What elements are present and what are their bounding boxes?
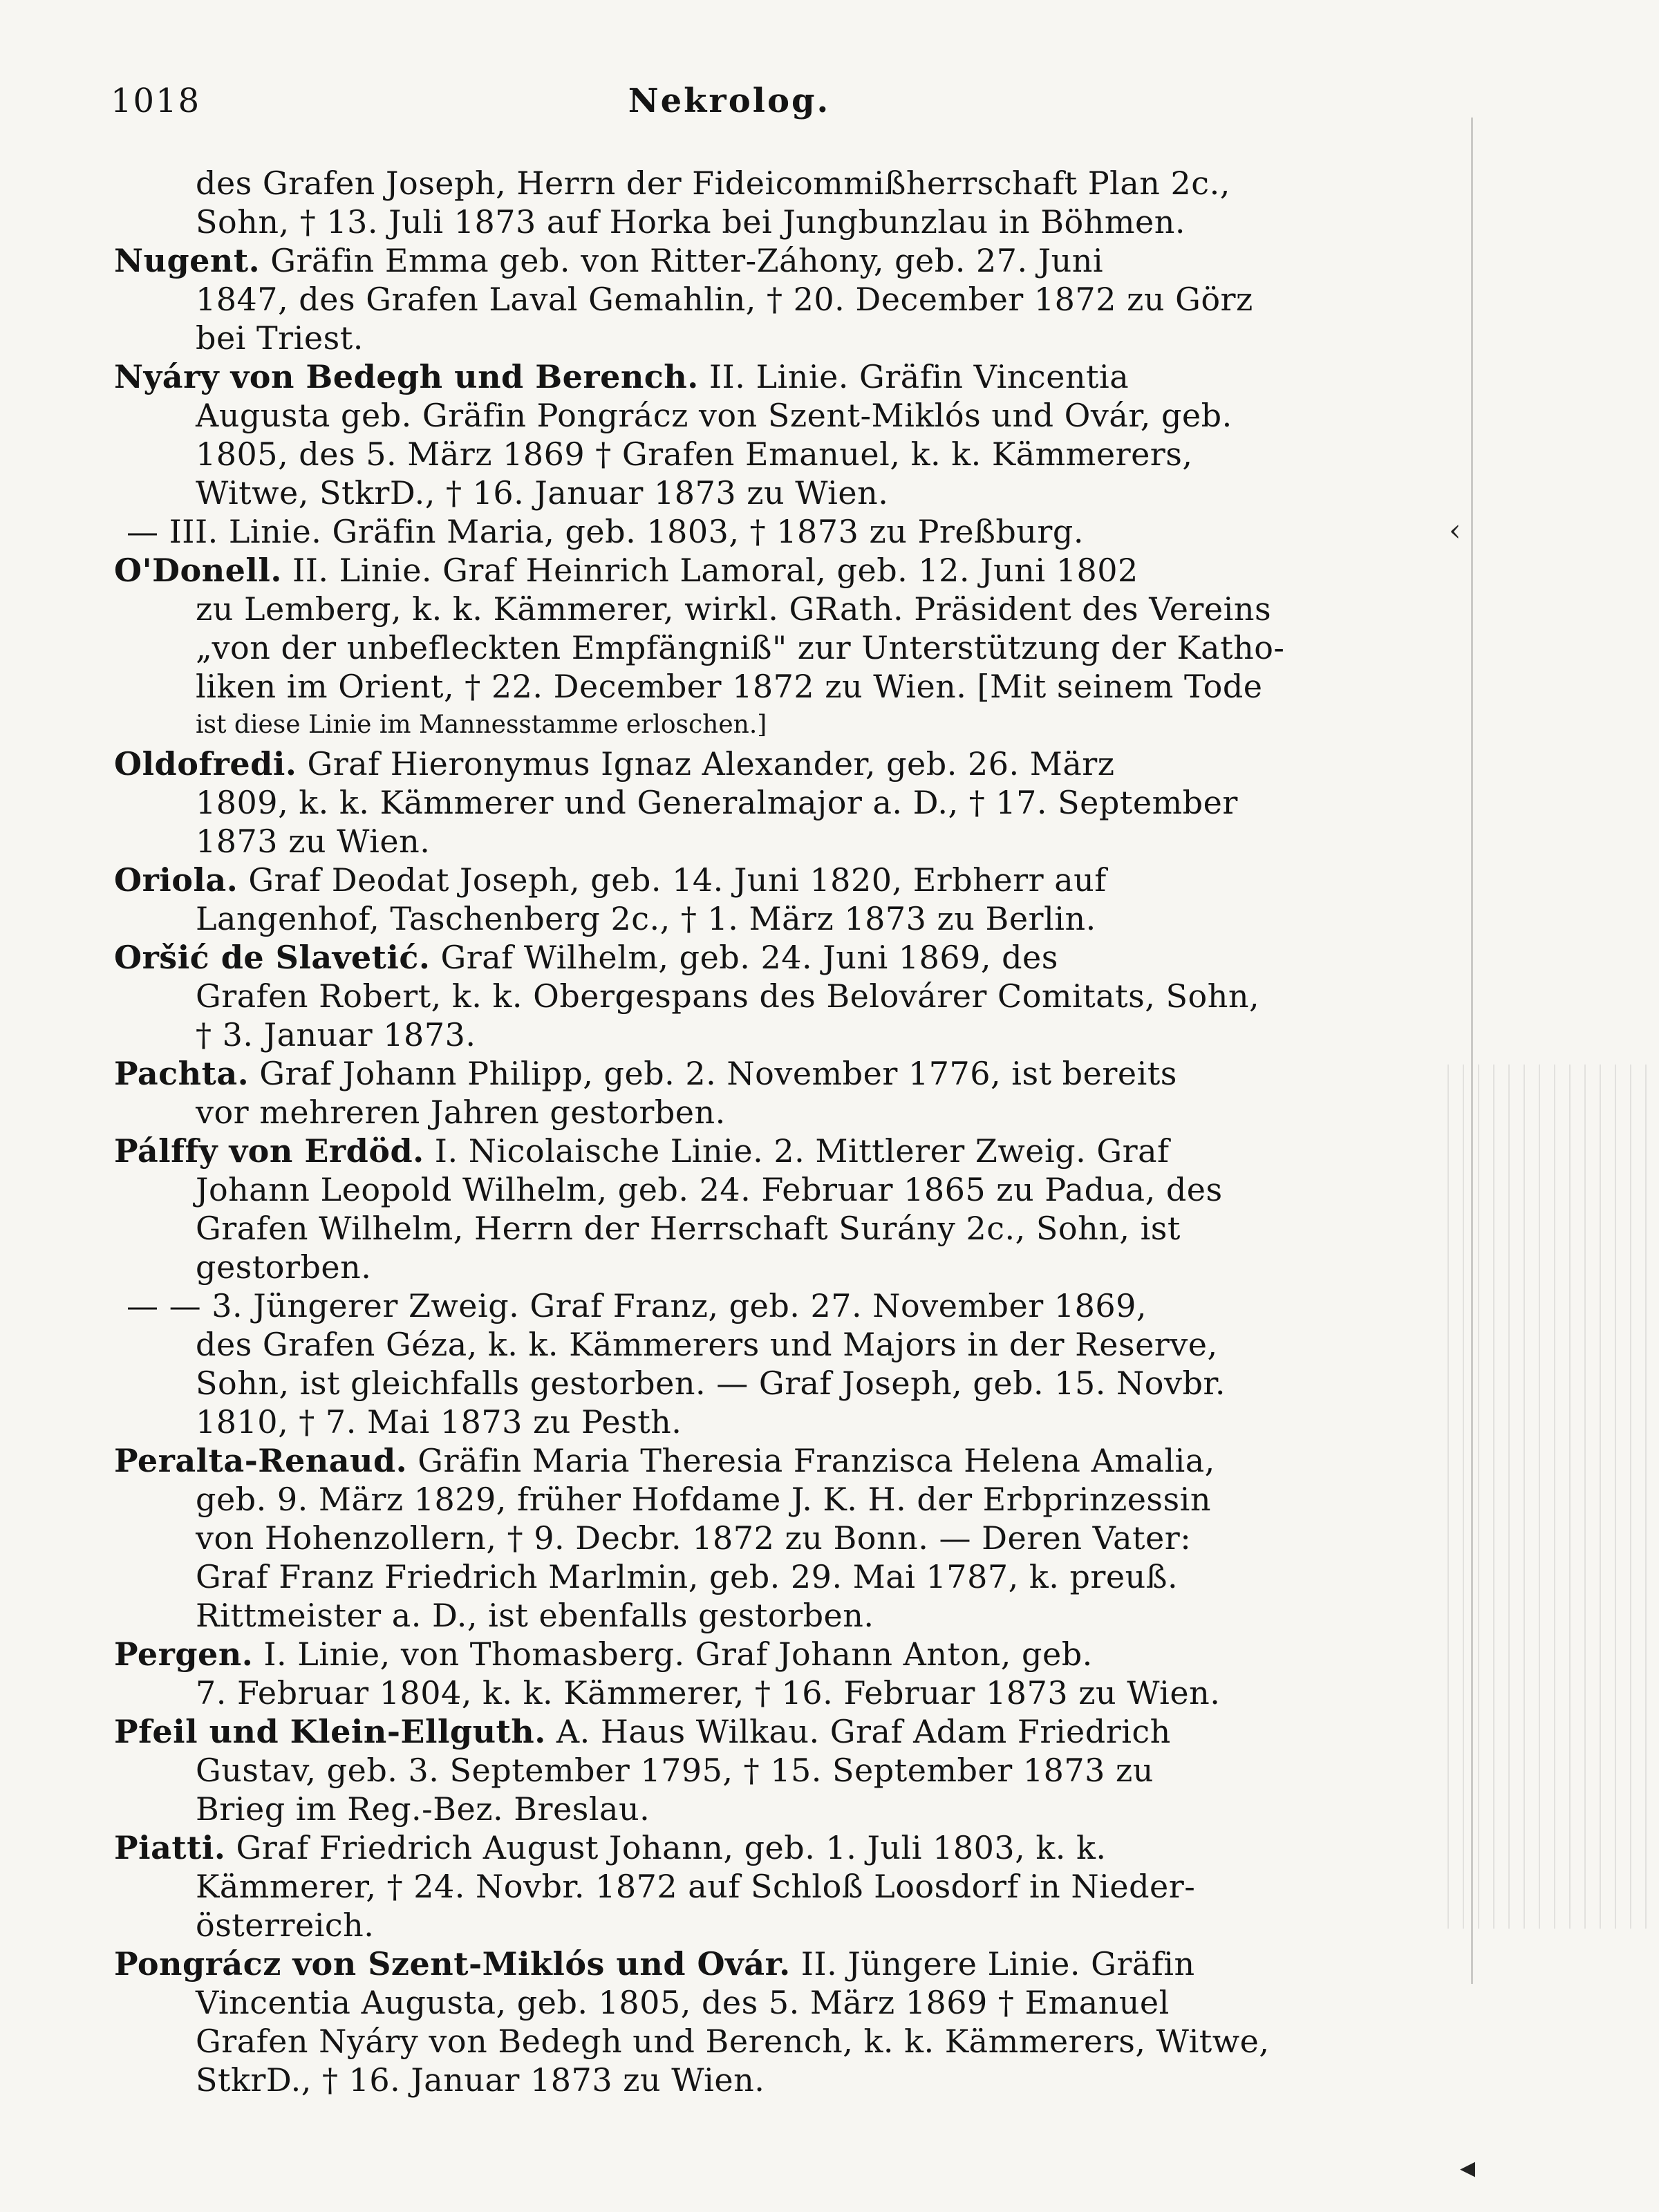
family-name: Oriola. xyxy=(114,861,238,899)
family-name: Pálffy von Erdöd. xyxy=(114,1132,424,1170)
entry-head-line: Peralta-Renaud. Gräfin Maria Theresia Franzisca Helena Amalia, xyxy=(114,1442,1215,1479)
text-line: Sohn, ist gleichfalls gestorben. — Graf Joseph, geb. 15. Novbr. xyxy=(196,1365,1226,1402)
entry-head-line: Nyáry von Bedegh und Berench. II. Linie. Gräfin Vincentia xyxy=(114,358,1130,395)
text-line: Graf Franz Friedrich Marlmin, geb. 29. Mai 1787, k. preuß. xyxy=(196,1558,1179,1595)
text-line: Kämmerer, † 24. Novbr. 1872 auf Schloß Loosdorf in Nieder- xyxy=(196,1868,1196,1905)
family-name: Oldofredi. xyxy=(114,745,297,782)
family-name: Nugent. xyxy=(114,242,261,279)
text-line: bei Triest. xyxy=(196,319,364,357)
text-line: geb. 9. März 1829, früher Hofdame J. K. H. der Erbprinzessin xyxy=(196,1481,1211,1518)
entry-head-line: Pergen. I. Linie, von Thomasberg. Graf Johann Anton, geb. xyxy=(114,1635,1093,1673)
text-line: Witwe, StkrD., † 16. Januar 1873 zu Wien. xyxy=(196,474,889,512)
family-name: Pongrácz von Szent-Miklós und Ovár. xyxy=(114,1945,791,1983)
text-line: 7. Februar 1804, k. k. Kämmerer, † 16. Februar 1873 zu Wien. xyxy=(196,1674,1221,1712)
text-line: Langenhof, Taschenberg 2c., † 1. März 1873 zu Berlin. xyxy=(196,900,1096,937)
text-line: ist diese Linie im Mannesstamme erloschen.] xyxy=(196,711,767,739)
page-number: 1018 xyxy=(111,82,201,120)
text-line: „von der unbefleckten Empfängniß" zur Unterstützung der Katho- xyxy=(196,629,1285,666)
entry-head-line: O'Donell. II. Linie. Graf Heinrich Lamoral, geb. 12. Juni 1802 xyxy=(114,552,1138,589)
text-line: 1847, des Grafen Laval Gemahlin, † 20. December 1872 zu Görz xyxy=(196,281,1253,318)
entry-head-line: Oldofredi. Graf Hieronymus Ignaz Alexander, geb. 26. März xyxy=(114,745,1115,782)
text-line: Sohn, † 13. Juli 1873 auf Horka bei Jungbunzlau in Böhmen. xyxy=(196,203,1185,241)
text-line: des Grafen Géza, k. k. Kämmerers und Majors in der Reserve, xyxy=(196,1326,1218,1363)
family-name: Pergen. xyxy=(114,1635,254,1673)
entry-head-line: Piatti. Graf Friedrich August Johann, geb. 1. Juli 1803, k. k. xyxy=(114,1829,1107,1866)
entry-head-line: Oršić de Slavetić. Graf Wilhelm, geb. 24. Juni 1869, des xyxy=(114,939,1058,976)
text-line: Grafen Nyáry von Bedegh und Berench, k. k. Kämmerers, Witwe, xyxy=(196,2023,1270,2060)
bleed-through-edge xyxy=(1442,1065,1649,1929)
text-line: Gustav, geb. 3. September 1795, † 15. September 1873 zu xyxy=(196,1752,1154,1789)
family-name: Oršić de Slavetić. xyxy=(114,939,431,976)
family-name: Nyáry von Bedegh und Berench. xyxy=(114,358,699,395)
text-line: Vincentia Augusta, geb. 1805, des 5. März 1869 † Emanuel xyxy=(196,1984,1170,2021)
text-line: österreich. xyxy=(196,1906,375,1944)
entry-head-line: Pachta. Graf Johann Philipp, geb. 2. November 1776, ist bereits xyxy=(114,1055,1177,1092)
entry-head-line: Pálffy von Erdöd. I. Nicolaische Linie. 2. Mittlerer Zweig. Graf xyxy=(114,1132,1170,1170)
scan-artifact-mark: ‹ xyxy=(1449,513,1461,548)
text-line: 1810, † 7. Mai 1873 zu Pesth. xyxy=(196,1403,682,1441)
text-line: Augusta geb. Gräfin Pongrácz von Szent-Miklós und Ovár, geb. xyxy=(196,397,1232,434)
text-line: Johann Leopold Wilhelm, geb. 24. Februar 1865 zu Padua, des xyxy=(196,1171,1223,1208)
text-line: gestorben. xyxy=(196,1248,372,1286)
text-line: von Hohenzollern, † 9. Decbr. 1872 zu Bonn. — Deren Vater: xyxy=(196,1519,1192,1557)
family-name: O'Donell. xyxy=(114,552,282,589)
sub-entry-line: — III. Linie. Gräfin Maria, geb. 1803, † 1873 zu Preßburg. xyxy=(126,513,1084,550)
scan-artifact-mark: ◂ xyxy=(1460,2150,1476,2185)
text-line: liken im Orient, † 22. December 1872 zu Wien. [Mit seinem Tode xyxy=(196,668,1263,705)
family-name: Peralta-Renaud. xyxy=(114,1442,408,1479)
entry-head-line: Oriola. Graf Deodat Joseph, geb. 14. Juni 1820, Erbherr auf xyxy=(114,861,1107,899)
text-line: † 3. Januar 1873. xyxy=(196,1016,476,1053)
text-line: 1809, k. k. Kämmerer und Generalmajor a. D., † 17. September xyxy=(196,784,1238,821)
text-line: StkrD., † 16. Januar 1873 zu Wien. xyxy=(196,2061,765,2099)
family-name: Pachta. xyxy=(114,1055,250,1092)
text-line: Grafen Robert, k. k. Obergespans des Belovárer Comitats, Sohn, xyxy=(196,977,1260,1015)
entry-head-line: Pfeil und Klein-Ellguth. A. Haus Wilkau. Graf Adam Friedrich xyxy=(114,1713,1171,1750)
text-line: vor mehreren Jahren gestorben. xyxy=(196,1094,726,1131)
text-line: 1873 zu Wien. xyxy=(196,823,431,860)
family-name: Piatti. xyxy=(114,1829,226,1866)
running-head: Nekrolog. xyxy=(628,82,831,120)
family-name: Pfeil und Klein-Ellguth. xyxy=(114,1713,546,1750)
entry-head-line: Nugent. Gräfin Emma geb. von Ritter-Záhony, geb. 27. Juni xyxy=(114,242,1104,279)
text-line: Brieg im Reg.-Bez. Breslau. xyxy=(196,1790,650,1828)
text-line: Grafen Wilhelm, Herrn der Herrschaft Surány 2c., Sohn, ist xyxy=(196,1210,1181,1247)
page-header xyxy=(111,82,1348,130)
text-line: 1805, des 5. März 1869 † Grafen Emanuel, k. k. Kämmerers, xyxy=(196,435,1193,473)
text-line: zu Lemberg, k. k. Kämmerer, wirkl. GRath. Präsident des Vereins xyxy=(196,590,1272,628)
sub-entry-line: — — 3. Jüngerer Zweig. Graf Franz, geb. 27. November 1869, xyxy=(126,1287,1147,1324)
entry-head-line: Pongrácz von Szent-Miklós und Ovár. II. Jüngere Linie. Gräfin xyxy=(114,1945,1195,1983)
text-line: des Grafen Joseph, Herrn der Fideicommißherrschaft Plan 2c., xyxy=(196,165,1230,202)
text-line: Rittmeister a. D., ist ebenfalls gestorben. xyxy=(196,1597,874,1634)
